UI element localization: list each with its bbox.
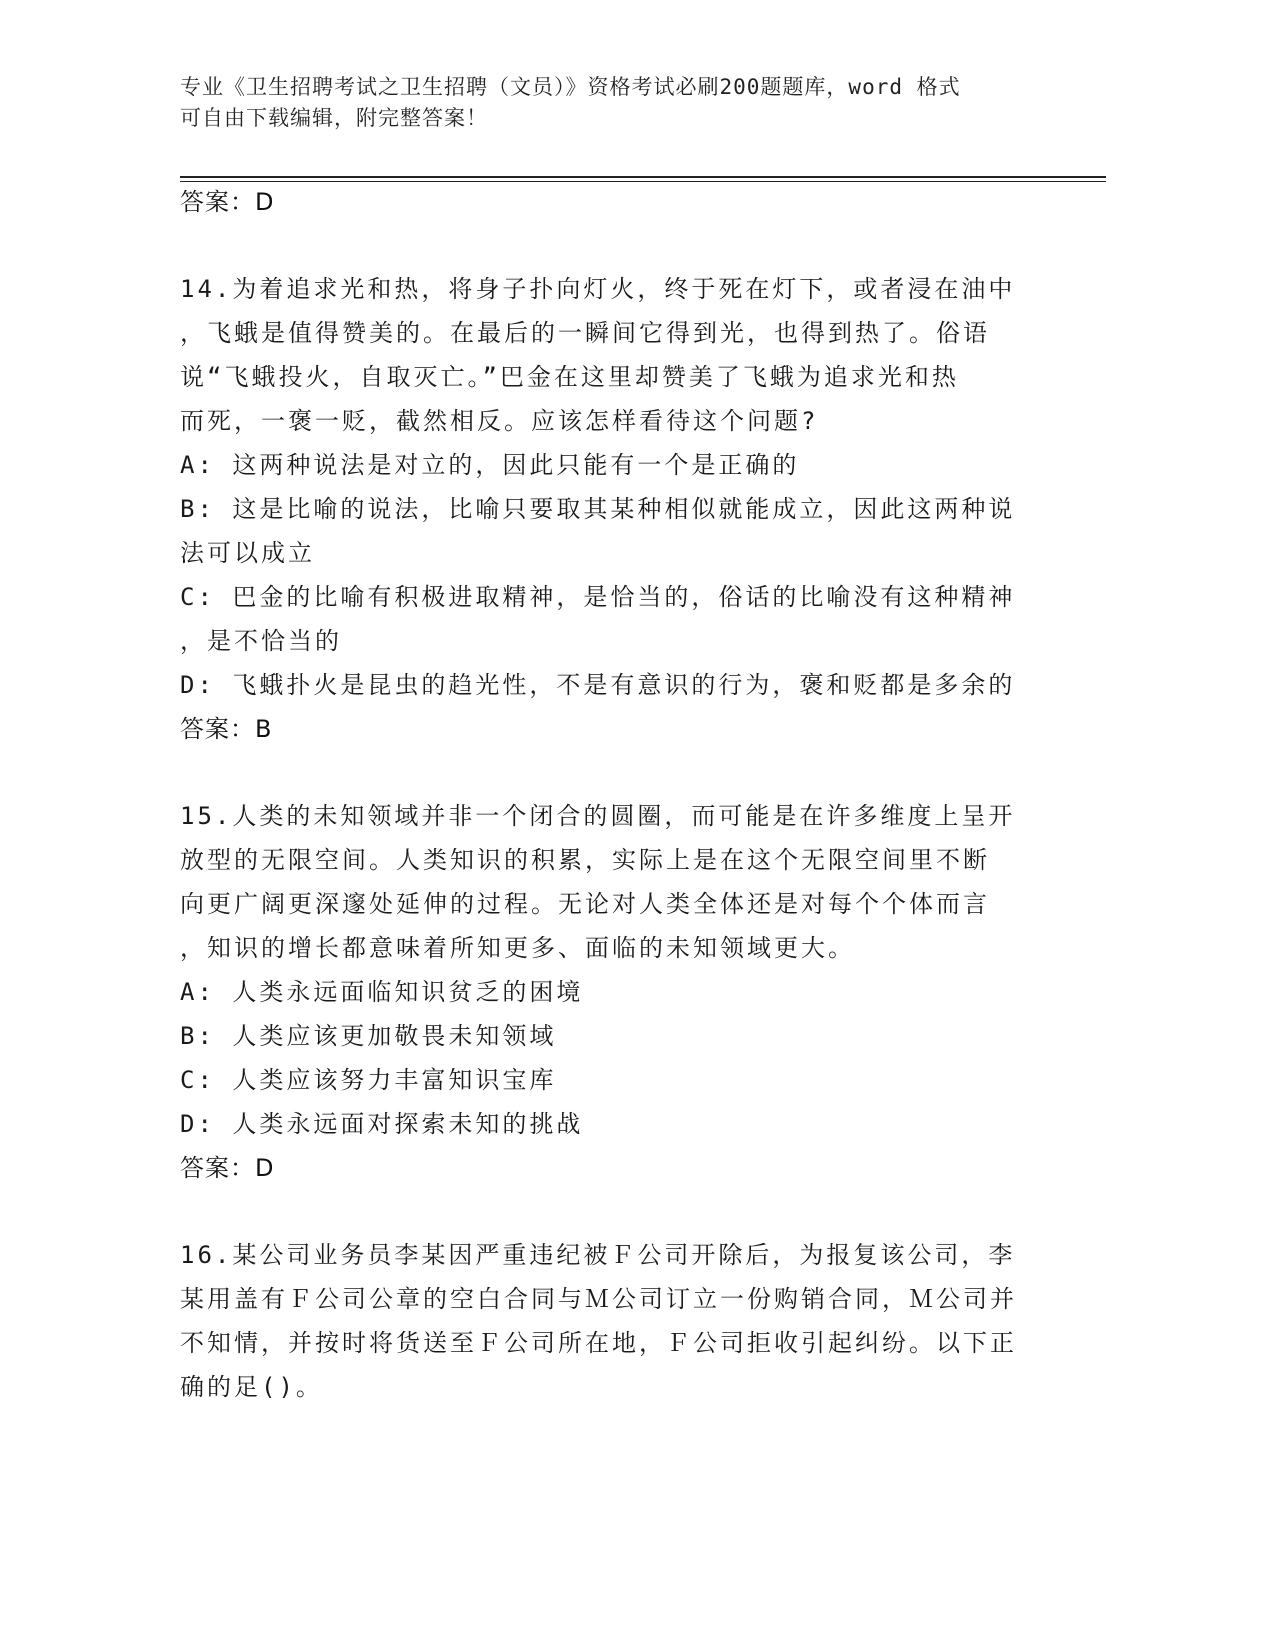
question-14-option-d: D: 飞蛾扑火是昆虫的趋光性，不是有意识的行为，褒和贬都是多余的 bbox=[180, 671, 1016, 699]
question-15-line: 向更广阔更深邃处延伸的过程。无论对人类全体还是对每个个体而言 bbox=[180, 890, 990, 918]
question-16 bbox=[180, 1233, 1060, 1409]
answer-q15: 答案：D bbox=[180, 1154, 275, 1182]
question-14-option-c: C: 巴金的比喻有积极进取精神，是恰当的，俗话的比喻没有这种精神 bbox=[180, 583, 1016, 611]
question-15-option-c: C: 人类应该努力丰富知识宝库 bbox=[180, 1066, 557, 1094]
question-14 bbox=[180, 267, 1060, 751]
question-16-line: 不知情，并按时将货送至Ｆ公司所在地，Ｆ公司拒收引起纠纷。以下正 bbox=[180, 1329, 1017, 1357]
question-14-option-a: A: 这两种说法是对立的，因此只能有一个是正确的 bbox=[180, 451, 800, 479]
spacer bbox=[180, 751, 1060, 794]
question-15 bbox=[180, 794, 1060, 1190]
question-14-option-b-cont: 法可以成立 bbox=[180, 539, 315, 567]
header-divider-thick bbox=[180, 176, 1106, 178]
question-14-option-b: B: 这是比喻的说法，比喻只要取其某种相似就能成立，因此这两种说 bbox=[180, 495, 1016, 523]
question-14-line: 说“飞蛾投火，自取灭亡。”巴金在这里却赞美了飞蛾为追求光和热 bbox=[180, 363, 959, 391]
spacer bbox=[180, 1190, 1060, 1233]
answer-q13: 答案：D bbox=[180, 188, 275, 216]
question-14-line: 14.为着追求光和热，将身子扑向灯火，终于死在灯下，或者浸在油中 bbox=[180, 275, 1016, 303]
question-16-line: 16.某公司业务员李某因严重违纪被Ｆ公司开除后，为报复该公司，李 bbox=[180, 1241, 1016, 1269]
header-title-line-1: 专业《卫生招聘考试之卫生招聘（文员）》资格考试必刷200题题库，word 格式 bbox=[180, 75, 961, 99]
document-body bbox=[180, 180, 1060, 1409]
question-15-option-b: B: 人类应该更加敬畏未知领域 bbox=[180, 1022, 557, 1050]
page-header bbox=[180, 72, 1060, 134]
question-14-option-c-cont: ，是不恰当的 bbox=[180, 627, 342, 655]
question-14-line: 而死，一褒一贬，截然相反。应该怎样看待这个问题? bbox=[180, 407, 819, 435]
question-15-option-a: A: 人类永远面临知识贫乏的困境 bbox=[180, 978, 584, 1006]
answer-q14: 答案：B bbox=[180, 715, 273, 743]
header-title-line-2: 可自由下载编辑，附完整答案！ bbox=[180, 106, 488, 130]
spacer bbox=[180, 224, 1060, 267]
question-15-option-d: D: 人类永远面对探索未知的挑战 bbox=[180, 1110, 584, 1138]
question-15-line: 放型的无限空间。人类知识的积累，实际上是在这个无限空间里不断 bbox=[180, 846, 990, 874]
question-15-line: ，知识的增长都意味着所知更多、面临的未知领域更大。 bbox=[180, 934, 855, 962]
question-16-line: 确的足()。 bbox=[180, 1373, 323, 1401]
question-15-line: 15.人类的未知领域并非一个闭合的圆圈，而可能是在许多维度上呈开 bbox=[180, 802, 1016, 830]
question-16-line: 某用盖有Ｆ公司公章的空白合同与Ｍ公司订立一份购销合同，Ｍ公司并 bbox=[180, 1285, 1017, 1313]
question-14-line: ，飞蛾是值得赞美的。在最后的一瞬间它得到光，也得到热了。俗语 bbox=[180, 319, 990, 347]
